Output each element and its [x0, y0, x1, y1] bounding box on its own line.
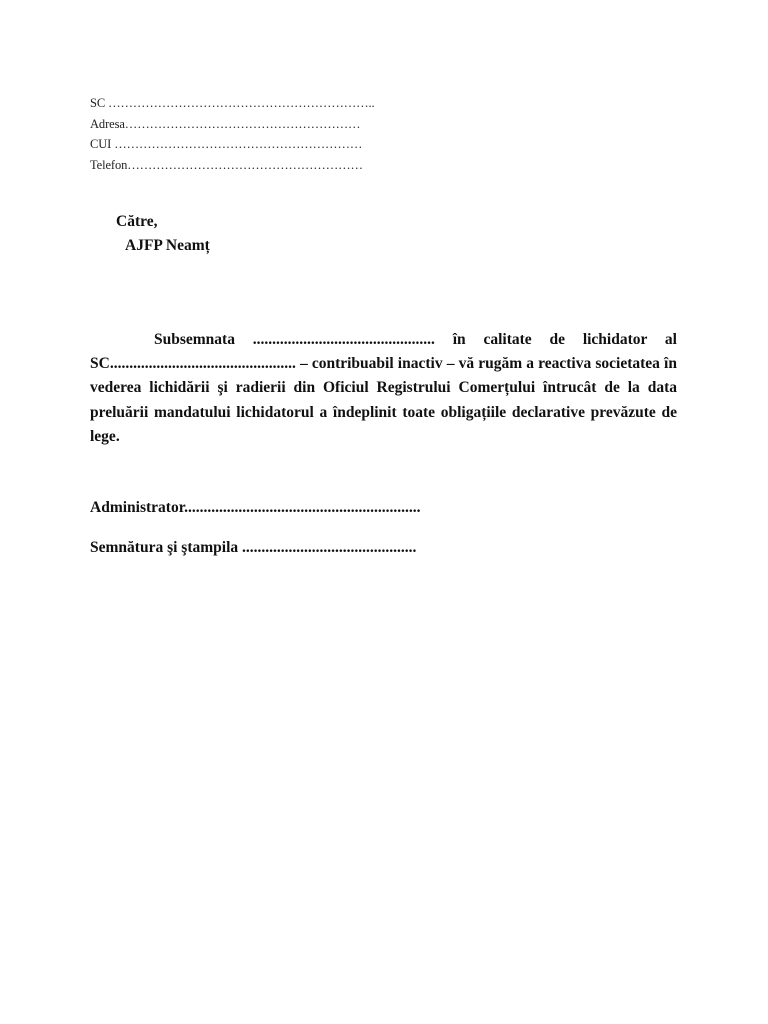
recipient-salutation: Către,: [116, 213, 158, 230]
sender-address-line: Adresa…………………………………………………: [90, 116, 361, 131]
sender-block: [90, 93, 425, 175]
sender-phone-line: Telefon…………………………………………………: [90, 157, 363, 172]
body-paragraph: Subsemnata ............................................... în calitate de lichidator al SC................................................ – contribuabil inactiv – vă rugăm a reactiva societatea în vederea lichidării şi radierii din Oficiul Registrului Comerțului întrucât de la data preluării mandatului lichidatorul a îndeplinit toate obligațiile declarative prevăzute de lege.: [90, 331, 677, 445]
recipient-name: AJFP Neamț: [125, 237, 210, 254]
sender-sc-line: SC ………………………………………………………..: [90, 96, 375, 110]
administrator-line: Administrator.............................................................: [90, 499, 421, 516]
signature-stamp-line: Semnătura şi ştampila .............................................: [90, 539, 417, 556]
sender-cui-line: CUI ……………………………………………………: [90, 137, 363, 151]
recipient-block: [116, 210, 210, 258]
